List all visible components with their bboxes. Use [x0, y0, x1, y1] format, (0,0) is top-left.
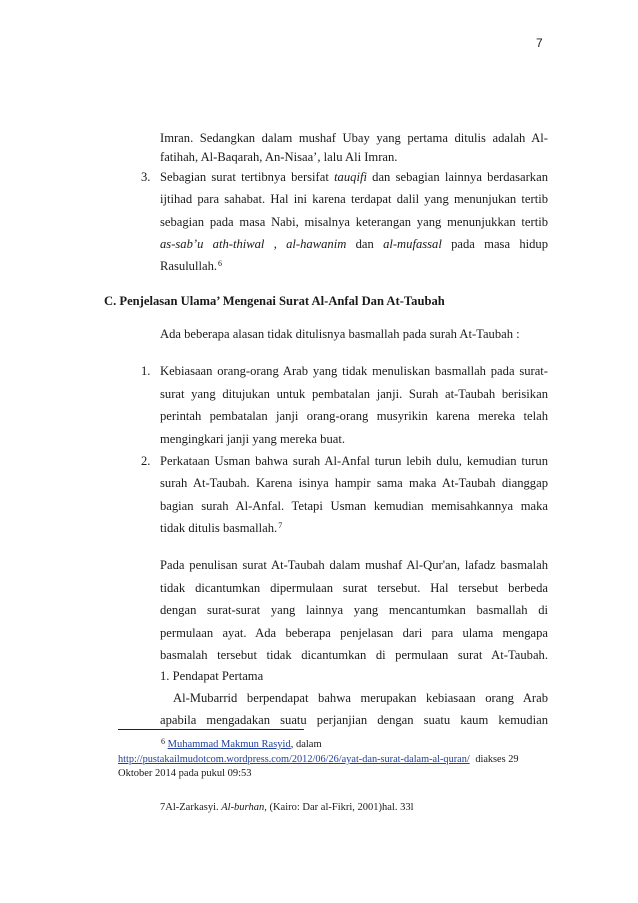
page-number: 7	[536, 36, 543, 50]
text-line: as-sab’u ath-thiwal , al-hawanim dan al-mufassal pada masa hidup	[160, 237, 549, 251]
text-line: Al-Mubarrid berpendapat bahwa merupakan kebiasaan orang Arab	[173, 691, 548, 705]
text-line: surat yang ditujukan untuk pembatalan janji. Surah at-Taubah berisikan	[160, 387, 548, 401]
text-line: perintah pembatalan janji orang-orang musyrikin karena mereka telah	[160, 409, 548, 423]
text-line: bagian surah Al-Anfal. Tetapi Usman kemudian memisahkannya maka	[160, 499, 548, 513]
text-line: tidak ditulis basmallah.$^7$	[160, 521, 283, 535]
text-line: permulaan ayat. Ada beberapa penjelasan dari para ulama mengapa	[160, 626, 548, 640]
text-line: Imran. Sedangkan dalam mushaf Ubay yang pertama ditulis adalah Al-	[160, 131, 548, 145]
text-line: surah At-Taubah. Karena isinya hampir sama maka At-Taubah dianggap	[160, 476, 548, 490]
footnote-number: 6	[161, 737, 165, 746]
footnote-6: $^6$ Muhammad Makmun Rasyid, dalam	[161, 737, 322, 750]
text-line: Sebagian surat tertibnya bersifat tauqifi dan sebagian lainnya berdasarkan	[160, 170, 548, 184]
footnote-author-link[interactable]: Muhammad Makmun Rasyid	[167, 739, 291, 750]
text-line: fatihah, Al-Baqarah, An-Nisaa’, lalu Ali Imran.	[160, 150, 398, 164]
text-line: Rasulullah.$^6$	[160, 259, 223, 273]
text-line: mengingkari janji yang mereka buat.	[160, 432, 345, 446]
section-heading: C. Penjelasan Ulama’ Mengenai Surat Al-Anfal Dan At-Taubah	[104, 294, 445, 308]
text-line: basmalah tersebut tidak dicantumkan di permulaan surat At-Taubah.	[160, 648, 548, 662]
intro-paragraph: Ada beberapa alasan tidak ditulisnya basmallah pada surah At-Taubah :	[160, 327, 520, 341]
text-line: Perkataan Usman bahwa surah Al-Anfal turun lebih dulu, kemudian turun	[160, 454, 548, 468]
footnote-6-url-line: http://pustakailmudotcom.wordpress.com/2012/06/26/ayat-dan-surat-dalam-al-quran/ diakses 29	[118, 754, 519, 765]
text-line: dengan surat-surat yang lainnya yang mencantumkan basmallah di	[160, 603, 548, 617]
footnote-separator	[118, 729, 304, 730]
text-line: sebagian pada masa Nabi, misalnya keterangan yang menunjukkan tertib	[160, 215, 548, 229]
footnote-6-date: Oktober 2014 pada pukul 09:53	[118, 768, 252, 779]
text-line: ijtihad para sahabat. Hal ini karena terdapat dalil yang menunjukan tertib	[160, 192, 548, 206]
text-line: Kebiasaan orang-orang Arab yang tidak menuliskan basmallah pada surat-	[160, 364, 548, 378]
footnote-ref[interactable]: 7	[278, 521, 283, 530]
list-number: 2.	[141, 454, 151, 468]
footnote-url-link[interactable]: http://pustakailmudotcom.wordpress.com/2012/06/26/ayat-dan-surat-dalam-al-quran/	[118, 754, 470, 765]
footnote-ref[interactable]: 6	[218, 259, 223, 268]
footnote-7: 7Al-Zarkasyi. Al-burhan, (Kairo: Dar al-Fikri, 2001)hal. 33l	[160, 802, 414, 813]
subheading: 1. Pendapat Pertama	[160, 669, 264, 683]
text-line: Pada penulisan surat At-Taubah dalam mushaf Al-Qur'an, lafadz basmalah	[160, 558, 548, 572]
list-number: 3.	[141, 170, 151, 184]
text-line: apabila mengadakan suatu perjanjian dengan suatu kaum kemudian	[160, 713, 548, 727]
list-number: 1.	[141, 364, 151, 378]
text-line: tidak dicantumkan dipermulaan surat tersebut. Hal tersebut berbeda	[160, 581, 548, 595]
